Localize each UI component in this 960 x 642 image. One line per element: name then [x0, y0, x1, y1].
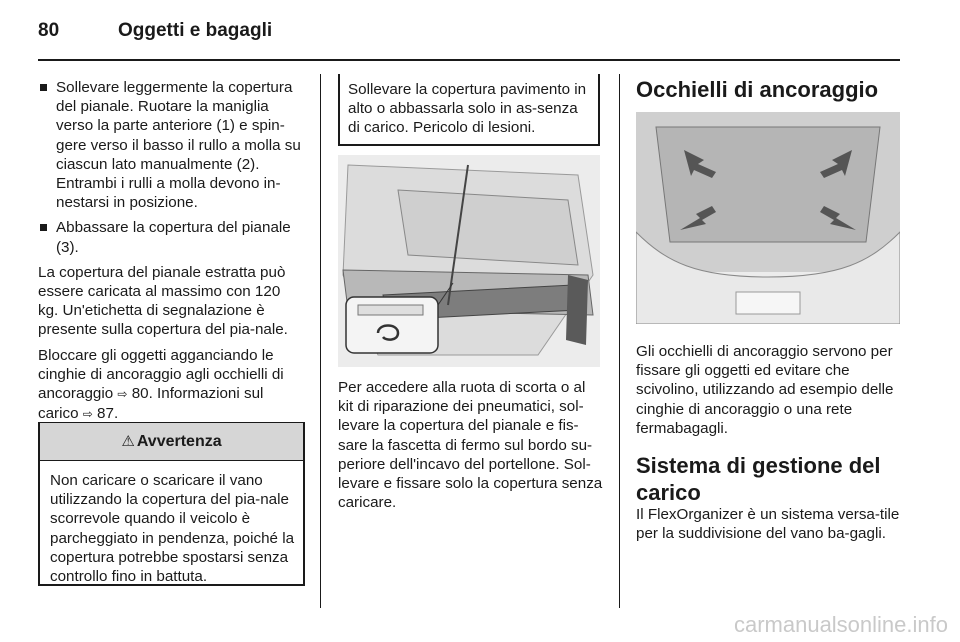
- column-divider-2: [619, 74, 620, 608]
- heading-anchor-points: Occhielli di ancoraggio: [636, 77, 879, 102]
- page-number: 80: [38, 20, 60, 41]
- caution-note-box: [338, 74, 600, 146]
- bullet-item: [38, 78, 303, 212]
- header-rule: [38, 59, 900, 61]
- paragraph-secure-objects: [38, 346, 303, 425]
- paragraph-anchor-points: Gli occhielli di ancoraggio servono per fissare gli oggetti ed evitare che scivolino, utilizzando ad esempio delle cinghie di ancoraggio o una rete fermabagagli.: [636, 343, 894, 437]
- bullet-text: Abbassare la copertura del pianale (3).: [56, 219, 291, 256]
- watermark: carmanualsonline.info: [733, 612, 948, 637]
- paragraph-spare-wheel: Per accedere alla ruota di scorta o al kit di riparazione dei pneumatici, sol-levare la copertura del pianale e fis-sare la fascetta di fermo sul bordo su-periore dell'incavo del portellone. Sol-levare e fissare solo la copertura senza caricare.: [338, 379, 603, 512]
- warning-header: [40, 422, 303, 461]
- paragraph-flexorganizer: Il FlexOrganizer è un sistema versa-tile per la suddivisione del vano ba-gagli.: [636, 506, 900, 543]
- heading-load-management: Sistema di gestione del carico: [636, 453, 881, 505]
- trunk-drawing: [636, 112, 900, 324]
- page-ref-link[interactable]: 87: [97, 405, 114, 423]
- column-3-text: [636, 342, 902, 444]
- page-ref-arrow-icon: ⇨: [82, 407, 93, 422]
- paragraph-text: . Informazioni sul carico: [38, 385, 264, 423]
- column-3-text-2: [636, 505, 902, 549]
- caution-note-text: Sollevare la copertura pavimento in alto o abbassarla solo in as-senza di carico. Pericolo di lesioni.: [348, 81, 587, 137]
- bullet-square-icon: [40, 84, 47, 91]
- column-divider-1: [320, 74, 321, 608]
- warning-icon: ⚠: [121, 432, 135, 450]
- page-ref-link[interactable]: 80: [131, 385, 149, 403]
- column-2-text: [338, 378, 603, 518]
- paragraph-load-capacity: La copertura del pianale estratta può essere caricata al massimo con 120 kg. Un'etichetta di segnalazione è presente sulla copertura del pia-nale.: [38, 263, 288, 339]
- paragraph-text: .: [113, 405, 119, 423]
- column-1: [38, 78, 303, 430]
- bullet-text: Sollevare leggermente la copertura del pianale. Ruotare la maniglia verso la parte anteriore (1) e spin-gere verso il basso il rullo a molla su ciascun lato manualmente (2). Entrambi i rulli a molla devono in-nestarsi in posizione.: [56, 79, 301, 212]
- anchor-points-illustration: [636, 112, 900, 324]
- paragraph-text: Bloccare gli oggetti agganciando le cinghie di ancoraggio agli occhielli di ancoraggio: [38, 346, 284, 403]
- load-floor-drawing: [338, 155, 600, 367]
- warning-text: Non caricare o scaricare il vano utilizzando la copertura del pia-nale scorrevole quando il veicolo è parcheggiato in pendenza, poiché la copertura potrebbe spostarsi senza controllo fino in battuta.: [50, 472, 295, 586]
- warning-box: [38, 422, 305, 586]
- bullet-item: [38, 218, 303, 256]
- load-floor-illustration: [338, 155, 600, 367]
- page-ref-arrow-icon: ⇨: [117, 387, 128, 402]
- warning-title: Avvertenza: [136, 433, 222, 450]
- page-title: Oggetti e bagagli: [118, 20, 273, 41]
- bullet-square-icon: [40, 224, 47, 231]
